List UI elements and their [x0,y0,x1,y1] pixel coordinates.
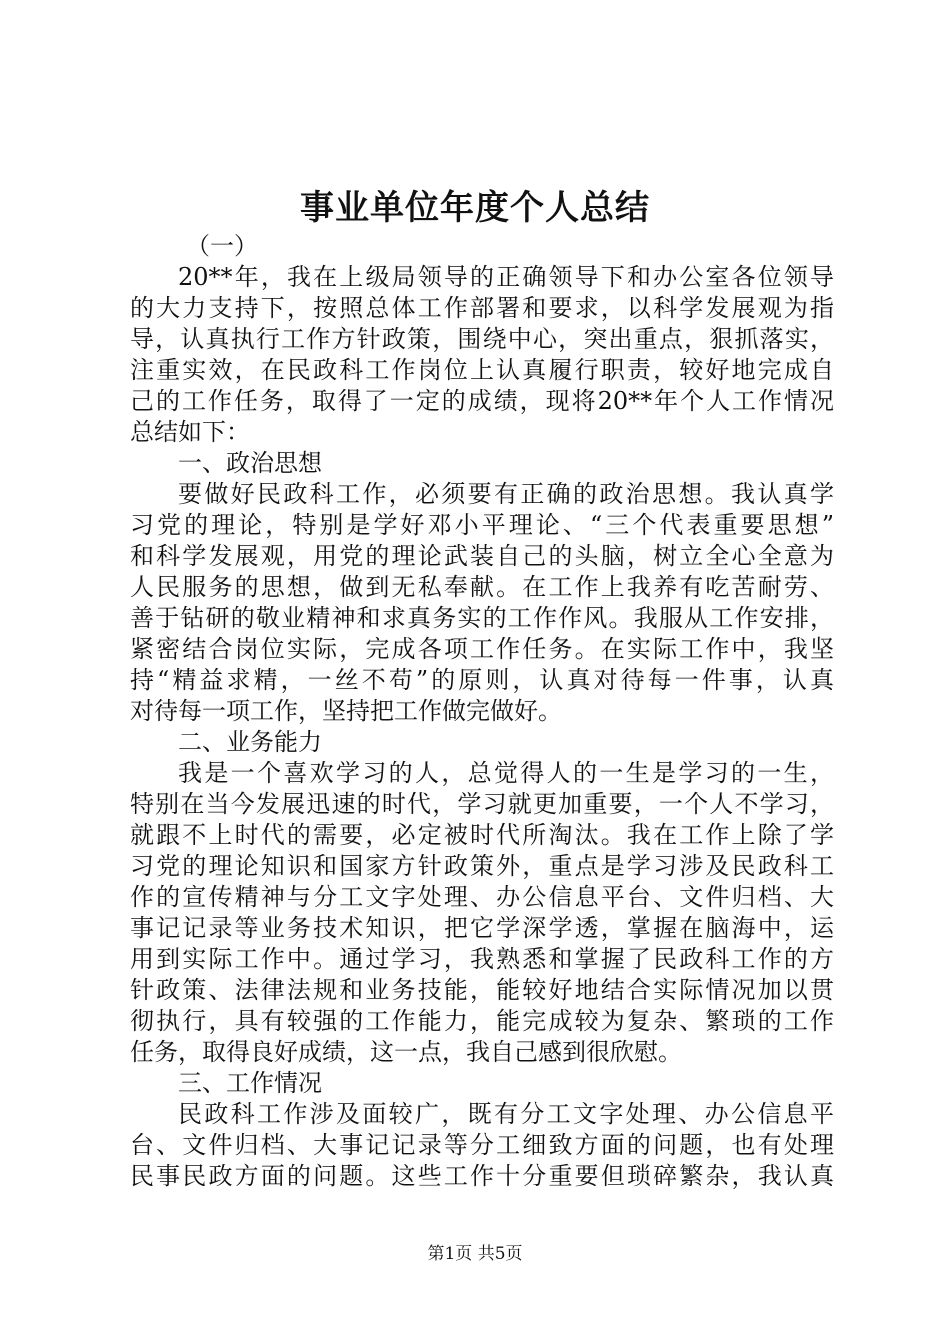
paragraph-line: 针政策、法律法规和业务技能，能较好地结合实际情况加以贯 [130,976,834,1004]
paragraph-line: 任务，取得良好成绩，这一点，我自己感到很欣慰。 [130,1038,682,1066]
section-heading: （一） [186,232,258,260]
paragraph-line: 就跟不上时代的需要，必定被时代所淘汰。我在工作上除了学 [130,821,834,849]
document-body [130,231,834,1192]
paragraph-line: 要做好民政科工作，必须要有正确的政治思想。我认真学 [178,480,834,508]
paragraph-line: 总结如下： [130,418,250,446]
paragraph-line: 习党的理论知识和国家方针政策外，重点是学习涉及民政科工 [130,852,834,880]
paragraph-line: 习党的理论，特别是学好邓小平理论、“三个代表重要思想” [130,511,834,539]
paragraph-line: 己的工作任务，取得了一定的成绩，现将20**年个人工作情况 [130,387,834,415]
paragraph-line: 彻执行，具有较强的工作能力，能完成较为复杂、繁琐的工作 [130,1007,834,1035]
page-footer: 第1页 共5页 [427,1244,523,1264]
paragraph-line: 的大力支持下，按照总体工作部署和要求，以科学发展观为指 [130,294,834,322]
paragraph-line: 事记记录等业务技术知识，把它学深学透，掌握在脑海中，运 [130,914,834,942]
paragraph-line: 台、文件归档、大事记记录等分工细致方面的问题，也有处理 [130,1131,834,1159]
paragraph-line: 20**年，我在上级局领导的正确领导下和办公室各位领导 [178,263,834,291]
section-heading: 二、业务能力 [178,728,322,756]
document-title: 事业单位年度个人总结 [300,188,650,228]
paragraph-line: 特别在当今发展迅速的时代，学习就更加重要，一个人不学习， [130,790,834,818]
paragraph-line: 对待每一项工作，坚持把工作做完做好。 [130,697,562,725]
paragraph-line: 和科学发展观，用党的理论武装自己的头脑，树立全心全意为 [130,542,834,570]
paragraph-line: 民政科工作涉及面较广，既有分工文字处理、办公信息平 [178,1100,834,1128]
section-heading: 一、政治思想 [178,449,322,477]
paragraph-line: 用到实际工作中。通过学习，我熟悉和掌握了民政科工作的方 [130,945,834,973]
paragraph-line: 持“精益求精，一丝不苟”的原则，认真对待每一件事，认真 [130,666,834,694]
paragraph-line: 善于钻研的敬业精神和求真务实的工作作风。我服从工作安排， [130,604,834,632]
paragraph-line: 我是一个喜欢学习的人，总觉得人的一生是学习的一生， [178,759,834,787]
paragraph-line: 作的宣传精神与分工文字处理、办公信息平台、文件归档、大 [130,883,834,911]
paragraph-line: 导，认真执行工作方针政策，围绕中心，突出重点，狠抓落实， [130,325,834,353]
section-heading: 三、工作情况 [178,1069,322,1097]
paragraph-line: 民事民政方面的问题。这些工作十分重要但琐碎繁杂，我认真 [130,1162,834,1190]
paragraph-line: 紧密结合岗位实际，完成各项工作任务。在实际工作中，我坚 [130,635,834,663]
paragraph-line: 人民服务的思想，做到无私奉献。在工作上我养有吃苦耐劳、 [130,573,834,601]
paragraph-line: 注重实效，在民政科工作岗位上认真履行职责，较好地完成自 [130,356,834,384]
